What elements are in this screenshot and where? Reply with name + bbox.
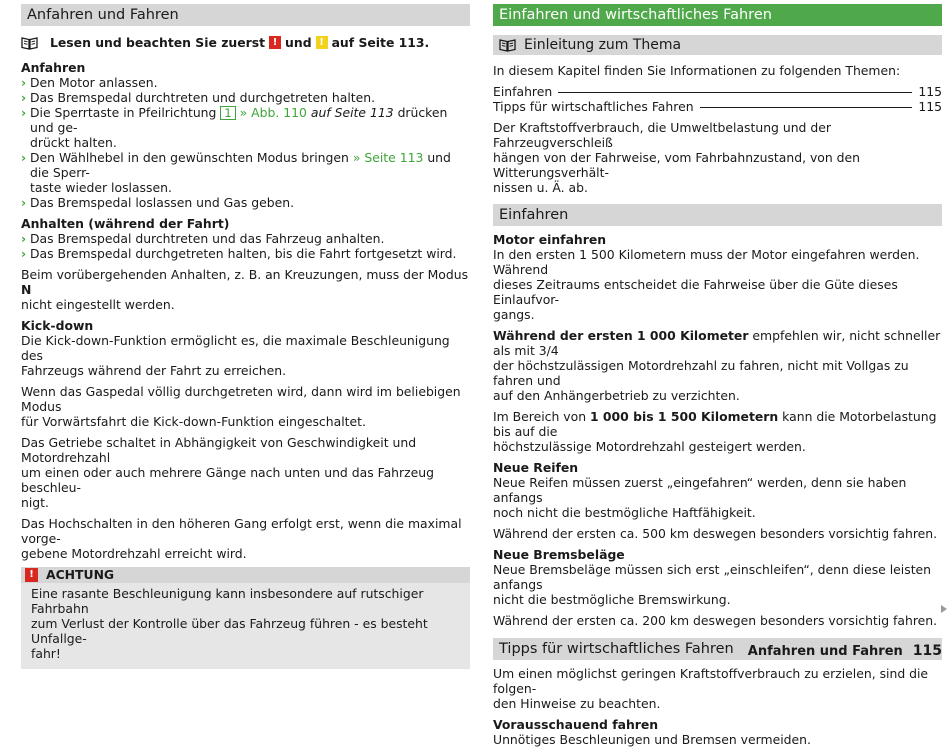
consumption-paragraph: Der Kraftstoffverbrauch, die Umweltbelastung und der Fahrzeugverschleiß hängen von der Fahrweise, vom Fahrbahnzustand, von den Witterungsverhält- nissen u. Ä. ab.: [493, 120, 861, 195]
section-header-einfahren: Einfahren: [493, 204, 942, 226]
page-link[interactable]: » Seite 113: [352, 150, 424, 165]
next-page-arrow-icon[interactable]: [941, 605, 947, 613]
step-item: › Die Sperrtaste in Pfeilrichtung 1 » Abb. 110 auf Seite 113 drücken und ge- drückt halten.: [21, 105, 448, 150]
toc-entry[interactable]: Einfahren 115: [493, 84, 942, 99]
warning-icon: !: [269, 36, 281, 49]
step-item: › Das Bremspedal durchgetreten halten, bis die Fahrt fortgesetzt wird.: [21, 246, 457, 261]
upshift-paragraph: Das Hochschalten in den höheren Gang erfolgt erst, wenn die maximal vorge- gebene Motordrehzahl erreicht wird.: [21, 516, 462, 561]
step-item: › Den Wählhebel in den gewünschten Modus bringen » Seite 113 und die Sperr- taste wieder loslassen.: [21, 150, 451, 195]
step-item: › Das Bremspedal durchtreten und durchgetreten halten.: [21, 90, 376, 105]
stop-title: Anhalten (während der Fahrt): [21, 216, 230, 231]
toc-entry[interactable]: Tipps für wirtschaftliches Fahren 115: [493, 99, 942, 114]
warning-panel: [21, 567, 470, 669]
kickdown-block: Kick-down Die Kick-down-Funktion ermöglicht es, die maximale Beschleunigung des Fahrzeugs während der Fahrt zu erreichen.: [21, 318, 470, 378]
step-item: › Das Bremspedal durchtreten und das Fahrzeug anhalten.: [21, 231, 385, 246]
read-notice-suffix: auf Seite 113.: [331, 35, 430, 50]
read-notice-prefix: Lesen und beachten Sie zuerst: [50, 35, 266, 50]
figure-link[interactable]: » Abb. 110: [239, 105, 307, 120]
book-icon: [21, 36, 38, 50]
foresight-title: Vorausschauend fahren: [493, 717, 659, 732]
footer-title: Anfahren und Fahren: [747, 644, 903, 659]
intro-text: In diesem Kapitel finden Sie Informationen zu folgenden Themen:: [493, 63, 901, 78]
right-column: [493, 4, 942, 753]
gas-paragraph: Wenn das Gaspedal völlig durchgetreten wird, dann wird im beliebigen Modus für Vorwärtsfahrt die Kick-down-Funktion eingeschaltet.: [21, 384, 461, 429]
kickdown-title: Kick-down: [21, 318, 94, 333]
left-column: [21, 4, 470, 669]
start-title: Anfahren: [21, 60, 86, 75]
page-reference: auf Seite 113: [310, 105, 394, 120]
tyres-block: Neue Reifen Neue Reifen müssen zuerst „eingefahren“ werden, denn sie haben anfangs noch nicht die bestmögliche Haftfähigkeit.: [493, 460, 942, 520]
page-number: 115: [912, 643, 942, 659]
tips-paragraph: Um einen möglichst geringen Kraftstoffverbrauch zu erzielen, sind die folgen- den Hinweise zu beachten.: [493, 666, 929, 711]
foresight-block: Vorausschauend fahren Unnötiges Beschleunigen und Bremsen vermeiden.: [493, 717, 942, 747]
step-arrow-icon: ›: [21, 90, 27, 105]
gear-paragraph: Das Getriebe schaltet in Abhängigkeit von Geschwindigkeit und Motordrehzahl um einen oder auch mehrere Gänge nach unten und das Fahrzeug beschleu- nigt.: [21, 435, 434, 510]
tyres-title: Neue Reifen: [493, 460, 579, 475]
note-icon: !: [316, 36, 328, 49]
engine-block: Motor einfahren In den ersten 1 500 Kilometern muss der Motor eingefahren werden. Während dieses Zeitraums entscheidet die Fahrweise über die Güte dieses Einlaufvor- gangs.: [493, 232, 942, 322]
warning-text: Eine rasante Beschleunigung kann insbesondere auf rutschiger Fahrbahn zum Verlust der Kontrolle über das Fahrzeug führen - es besteht Unfallge- fahr!: [31, 586, 428, 661]
warning-icon: !: [25, 568, 38, 582]
brakes-block: Neue Bremsbeläge Neue Bremsbeläge müssen sich erst „einschleifen“, denn diese leisten anfangs nicht die bestmögliche Bremswirkung.: [493, 547, 942, 607]
tyres-km: Während der ersten ca. 500 km deswegen besonders vorsichtig fahren.: [493, 526, 938, 541]
read-notice-middle: und: [285, 35, 312, 50]
step-arrow-icon: ›: [21, 246, 27, 261]
chapter-header: Einfahren und wirtschaftliches Fahren: [493, 4, 942, 26]
warning-panel-header: [21, 567, 470, 583]
step-arrow-icon: ›: [21, 231, 27, 246]
read-notice: [21, 35, 470, 50]
brakes-km: Während der ersten ca. 200 km deswegen besonders vorsichtig fahren.: [493, 613, 938, 628]
figure-reference-box: 1: [220, 106, 235, 120]
page-footer: [748, 644, 942, 659]
step-arrow-icon: ›: [21, 150, 27, 165]
step-arrow-icon: ›: [21, 75, 27, 90]
step-arrow-icon: ›: [21, 105, 27, 120]
first-1000-paragraph: Während der ersten 1 000 Kilometer empfehlen wir, nicht schneller als mit 3/4 der höchstzulässigen Motordrehzahl zu fahren, nicht mit Vollgas zu fahren und auf den Anhängerbetrieb zu verzichten.: [493, 328, 941, 403]
book-icon: [499, 38, 516, 52]
stop-paragraph: Beim vorübergehenden Anhalten, z. B. an Kreuzungen, muss der Modus N nicht eingestellt werden.: [21, 267, 469, 312]
toc: [493, 84, 942, 114]
intro-header: Einleitung zum Thema: [493, 35, 942, 55]
warning-title: ACHTUNG: [46, 567, 115, 582]
step-item: › Das Bremspedal loslassen und Gas geben.: [21, 195, 295, 210]
step-item: › Den Motor anlassen.: [21, 75, 158, 90]
range-paragraph: Im Bereich von 1 000 bis 1 500 Kilometern kann die Motorbelastung bis auf die höchstzulässige Motordrehzahl gesteigert werden.: [493, 409, 937, 454]
step-arrow-icon: ›: [21, 195, 27, 210]
section-header-anfahren: Anfahren und Fahren: [21, 4, 470, 26]
section-header-tipps: Tipps für wirtschaftliches Fahren: [493, 638, 942, 660]
engine-title: Motor einfahren: [493, 232, 607, 247]
brakes-title: Neue Bremsbeläge: [493, 547, 625, 562]
start-block: [21, 60, 470, 210]
stop-block: [21, 216, 470, 261]
